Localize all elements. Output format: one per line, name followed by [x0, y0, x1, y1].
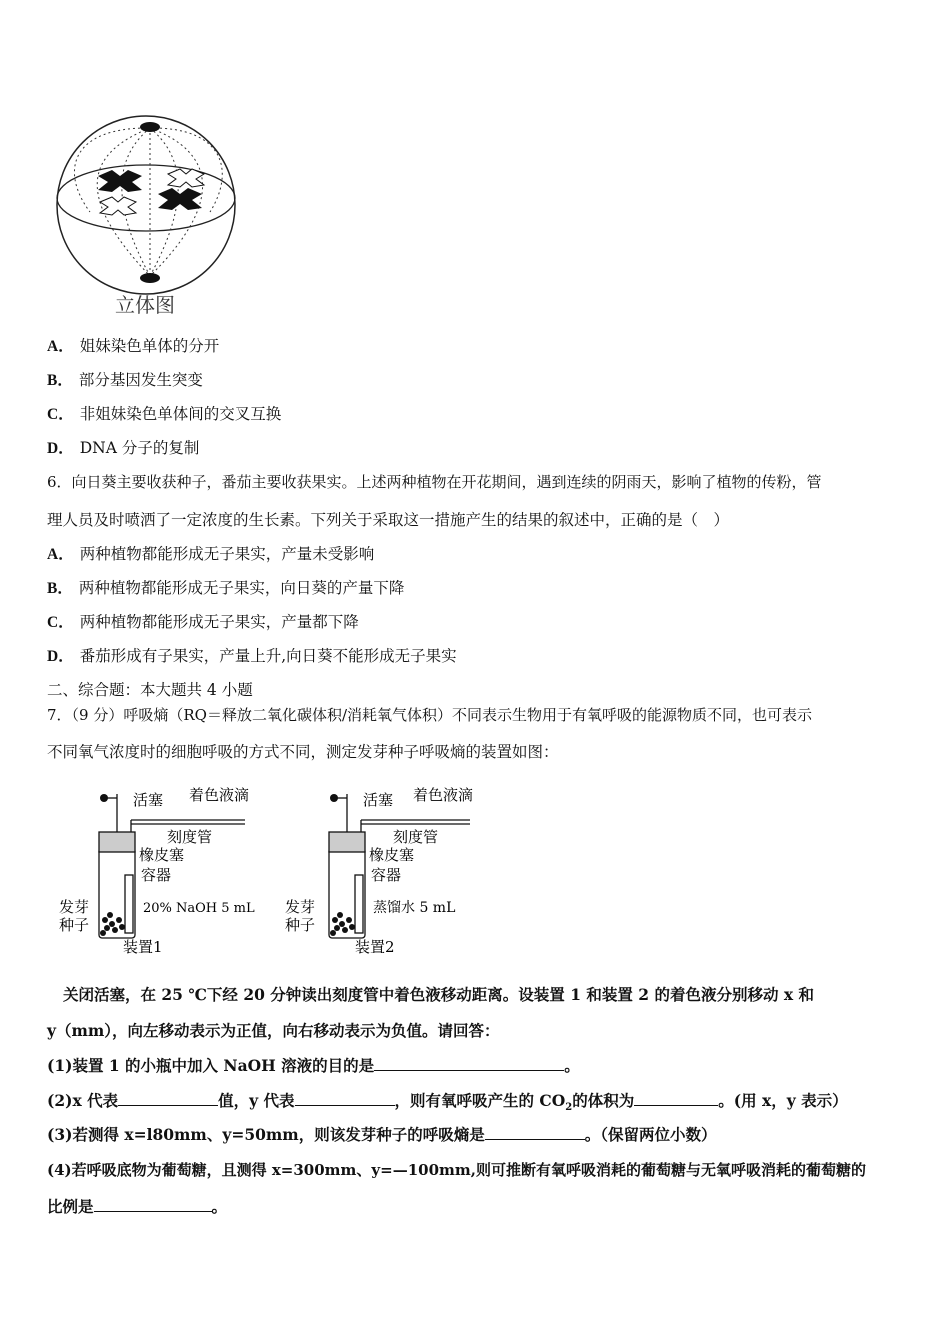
- apparatus-diagram: [55, 780, 495, 960]
- q5-option-c: C． 非姐妹染色单体间的交叉互换: [47, 405, 282, 423]
- q7-sub4-line1: (4)若呼吸底物为葡萄糖，且测得 x=300mm、y=—100mm,则可推断有氧呼吸消耗的葡萄糖与无氧呼吸消耗的葡萄糖的: [47, 1161, 866, 1179]
- label-device-1: 装置1: [123, 938, 163, 956]
- answer-blank-1[interactable]: [374, 1056, 564, 1071]
- q6-stem-line2: 理人员及时喷洒了一定浓度的生长素。下列关于采取这一措施产生的结果的叙述中，正确的是（ ）: [47, 511, 730, 529]
- label-seeds-2b: 种子: [285, 916, 316, 934]
- q6-option-c: C． 两种植物都能形成无子果实，产量都下降: [47, 613, 359, 631]
- label-stopper-2: 橡皮塞: [369, 846, 415, 864]
- label-device-2: 装置2: [355, 938, 395, 956]
- label-stopcock-1: 活塞: [133, 791, 164, 809]
- label-stopcock-2: 活塞: [363, 791, 394, 809]
- spindle-figure: [50, 112, 240, 317]
- label-seeds-2a: 发芽: [285, 898, 316, 916]
- q6-option-a: A． 两种植物都能形成无子果实，产量未受影响: [47, 545, 375, 563]
- answer-blank-2a[interactable]: [118, 1091, 218, 1106]
- apparatus-figure: [55, 780, 495, 960]
- q7-stem-line1: 7．（9 分）呼吸熵（RQ＝释放二氧化碳体积/消耗氧气体积）不同表示生物用于有氧呼吸的能源物质不同，也可表示: [47, 706, 813, 724]
- label-solution-1: 20% NaOH 5 mL: [143, 901, 255, 916]
- label-seeds-1b: 种子: [59, 916, 90, 934]
- label-stopper-1: 橡皮塞: [139, 846, 185, 864]
- label-droplet-2: 着色液滴: [413, 786, 474, 804]
- label-droplet-1: 着色液滴: [189, 786, 250, 804]
- label-container-1: 容器: [141, 866, 172, 884]
- label-seeds-1a: 发芽: [59, 898, 90, 916]
- figure-caption: 立体图: [115, 293, 175, 317]
- q5-option-b: B． 部分基因发生突变: [47, 371, 203, 389]
- label-solution-2: 蒸馏水 5 mL: [373, 900, 456, 916]
- q7-intro-line1: 关闭活塞，在 25 ℃下经 20 分钟读出刻度管中着色液移动距离。设装置 1 和装置 2 的着色液分别移动 x 和: [63, 985, 814, 1004]
- answer-blank-3[interactable]: [485, 1125, 585, 1140]
- q6-option-b: B． 两种植物都能形成无子果实，向日葵的产量下降: [47, 579, 405, 597]
- q7-intro-line2: y（mm），向左移动表示为正值，向右移动表示为负值。请回答：: [47, 1021, 500, 1040]
- q7-sub2: (2)x 代表 值，y 代表 ，则有氧呼吸产生的 $CO_2$的体积为 。(用 x，y 表示）: [47, 1091, 848, 1114]
- label-tube-2: 刻度管: [393, 828, 439, 846]
- q5-option-a: A． 姐妹染色单体的分开: [47, 337, 220, 355]
- q7-stem-line2: 不同氧气浓度时的细胞呼吸的方式不同，测定发芽种子呼吸熵的装置如图：: [47, 743, 559, 761]
- q6-stem-line1: 6．向日葵主要收获种子，番茄主要收获果实。上述两种植物在开花期间，遇到连续的阴雨天，影响了植物的传粉，管: [47, 473, 822, 491]
- answer-blank-2b[interactable]: [295, 1091, 395, 1106]
- label-tube-1: 刻度管: [167, 828, 213, 846]
- q7-sub1: (1)装置 1 的小瓶中加入 NaOH 溶液的目的是 。: [47, 1056, 580, 1075]
- q5-option-d: D． DNA 分子的复制: [47, 439, 200, 457]
- label-container-2: 容器: [371, 866, 402, 884]
- answer-blank-4[interactable]: [94, 1197, 212, 1212]
- q7-sub4-line2: 比例是 。: [47, 1197, 228, 1216]
- section-heading: 二、综合题：本大题共 4 小题: [47, 681, 253, 699]
- q6-option-d: D． 番茄形成有子果实，产量上升,向日葵不能形成无子果实: [47, 647, 457, 665]
- q7-sub3: (3)若测得 x=l80mm、y=50mm，则该发芽种子的呼吸熵是 。（保留两位小数）: [47, 1125, 717, 1144]
- spindle-diagram: [50, 112, 240, 317]
- answer-blank-2c[interactable]: [634, 1091, 718, 1106]
